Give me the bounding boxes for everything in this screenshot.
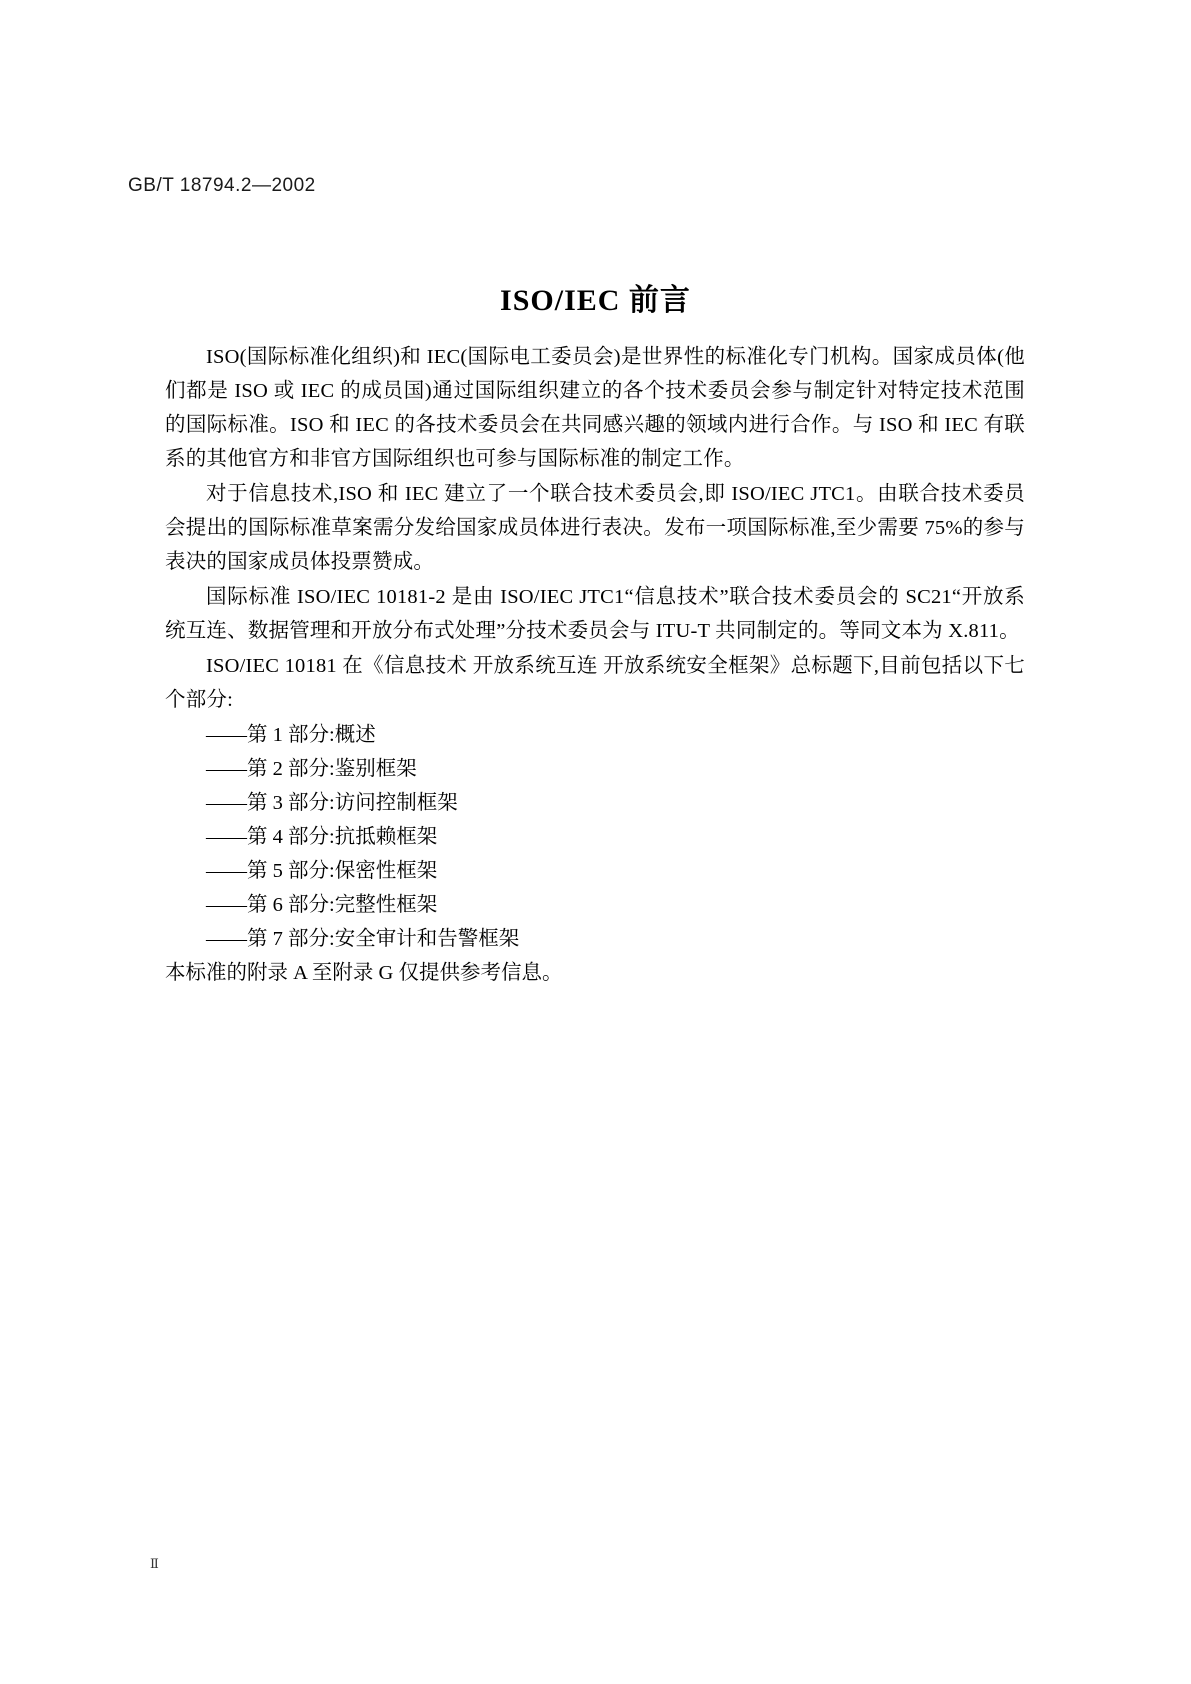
- list-item: ——第 1 部分:概述: [206, 724, 376, 746]
- page-number: Ⅱ: [150, 1556, 159, 1571]
- paragraph-standard-origin: 国际标准 ISO/IEC 10181-2 是由 ISO/IEC JTC1“信息技术”联合技术委员会的 SC21“开放系统互连、数据管理和开放分布式处理”分技术委员会与 ITU-T 共同制定的。等同文本为 X.811。: [165, 586, 1025, 642]
- document-body: [165, 340, 1025, 1011]
- page-title: ISO/IEC 前言: [500, 284, 691, 317]
- list-item: ——第 2 部分:鉴别框架: [206, 758, 417, 780]
- paragraph-jtc1: 对于信息技术,ISO 和 IEC 建立了一个联合技术委员会,即 ISO/IEC JTC1。由联合技术委员会提出的国际标准草案需分发给国家成员体进行表决。发布一项国际标准,至少需要 75%的参与表决的国家成员体投票赞成。: [165, 483, 1025, 573]
- list-item: ——第 4 部分:抗抵赖框架: [206, 826, 438, 848]
- list-item: ——第 5 部分:保密性框架: [206, 860, 438, 882]
- standard-code-header: GB/T 18794.2—2002: [128, 175, 316, 196]
- list-item: ——第 6 部分:完整性框架: [206, 894, 438, 916]
- list-item: ——第 3 部分:访问控制框架: [206, 792, 458, 814]
- paragraph-iso-iec-intro: ISO(国际标准化组织)和 IEC(国际电工委员会)是世界性的标准化专门机构。国家成员体(他们都是 ISO 或 IEC 的成员国)通过国际组织建立的各个技术委员会参与制定针对特定技术范围的国际标准。ISO 和 IEC 的各技术委员会在共同感兴趣的领域内进行合作。与 ISO 和 IEC 有联系的其他官方和非官方国际组织也可参与国际标准的制定工作。: [165, 346, 1025, 470]
- list-item: ——第 7 部分:安全审计和告警框架: [206, 928, 520, 950]
- paragraph-parts-intro: ISO/IEC 10181 在《信息技术 开放系统互连 开放系统安全框架》总标题下,目前包括以下七个部分:: [165, 655, 1025, 711]
- parts-list: [165, 718, 1025, 956]
- closing-note: 本标准的附录 A 至附录 G 仅提供参考信息。: [165, 962, 563, 984]
